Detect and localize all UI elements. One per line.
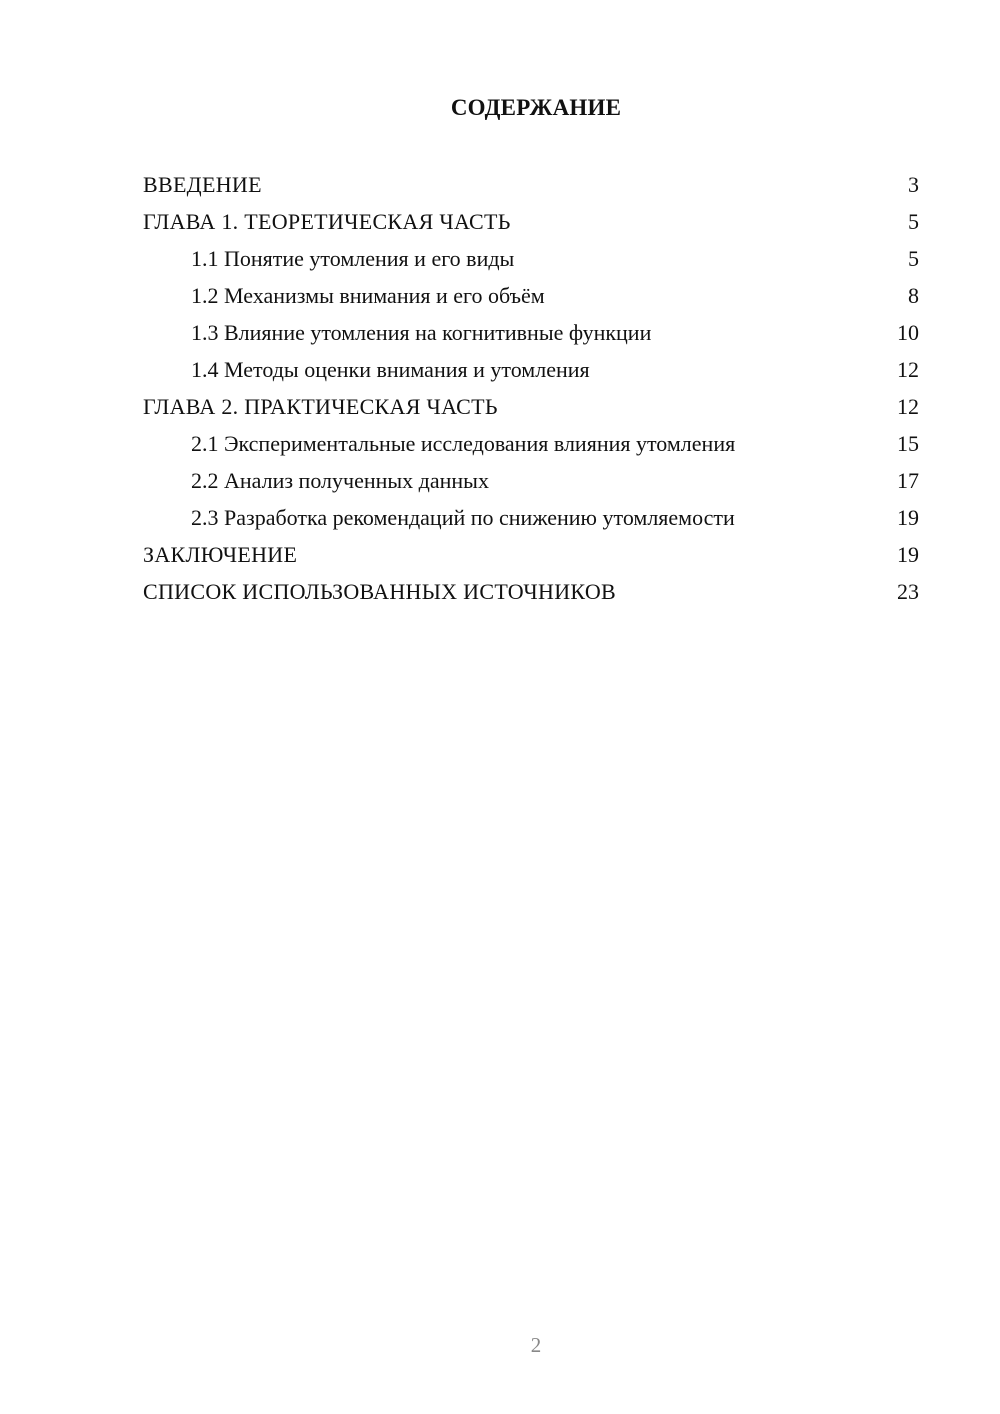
toc-entry-page: 8 xyxy=(908,283,919,308)
toc-entry-label: СПИСОК ИСПОЛЬЗОВАННЫХ ИСТОЧНИКОВ xyxy=(143,579,616,604)
toc-entry-page: 5 xyxy=(908,209,919,234)
toc-entry-section-1-2[interactable] xyxy=(143,277,919,314)
toc-entry-page: 23 xyxy=(897,579,919,604)
toc-entry-page: 10 xyxy=(897,320,919,345)
toc-entry-section-2-3[interactable] xyxy=(143,499,919,536)
toc-entry-label: 1.1 Понятие утомления и его виды xyxy=(191,246,515,271)
toc-entry-label: ГЛАВА 2. ПРАКТИЧЕСКАЯ ЧАСТЬ xyxy=(143,394,498,419)
toc-entry-label: 2.3 Разработка рекомендаций по снижению утомляемости xyxy=(191,505,735,530)
toc-entry-label: 1.3 Влияние утомления на когнитивные функции xyxy=(191,320,652,345)
page-number: 2 xyxy=(530,1333,542,1357)
toc-entry-section-1-1[interactable] xyxy=(143,240,919,277)
toc-entry-label: 1.4 Методы оценки внимания и утомления xyxy=(191,357,590,382)
toc-entry-label: 2.2 Анализ полученных данных xyxy=(191,468,489,493)
toc-entry-label: 2.1 Экспериментальные исследования влияния утомления xyxy=(191,431,736,456)
table-of-contents xyxy=(143,166,919,610)
toc-entry-label: 1.2 Механизмы внимания и его объём xyxy=(191,283,545,308)
toc-entry-page: 15 xyxy=(897,431,919,456)
toc-entry-section-2-2[interactable] xyxy=(143,462,919,499)
toc-entry-page: 19 xyxy=(897,542,919,567)
toc-entry-section-1-4[interactable] xyxy=(143,351,919,388)
toc-entry-page: 12 xyxy=(897,394,919,419)
toc-entry-page: 3 xyxy=(908,172,919,197)
toc-entry-page: 19 xyxy=(897,505,919,530)
toc-entry-section-2-1[interactable] xyxy=(143,425,919,462)
toc-entry-page: 17 xyxy=(897,468,919,493)
toc-entry-chapter-2[interactable] xyxy=(143,388,919,425)
toc-entry-label: ГЛАВА 1. ТЕОРЕТИЧЕСКАЯ ЧАСТЬ xyxy=(143,209,511,234)
toc-entry-chapter-1[interactable] xyxy=(143,203,919,240)
toc-entry-references[interactable] xyxy=(143,573,919,610)
toc-entry-introduction[interactable] xyxy=(143,166,919,203)
toc-entry-page: 12 xyxy=(897,357,919,382)
toc-entry-label: ВВЕДЕНИЕ xyxy=(143,172,262,197)
toc-entry-label: ЗАКЛЮЧЕНИЕ xyxy=(143,542,298,567)
toc-entry-conclusion[interactable] xyxy=(143,536,919,573)
toc-entry-section-1-3[interactable] xyxy=(143,314,919,351)
toc-entry-page: 5 xyxy=(908,246,919,271)
toc-title: СОДЕРЖАНИЕ xyxy=(450,95,622,120)
